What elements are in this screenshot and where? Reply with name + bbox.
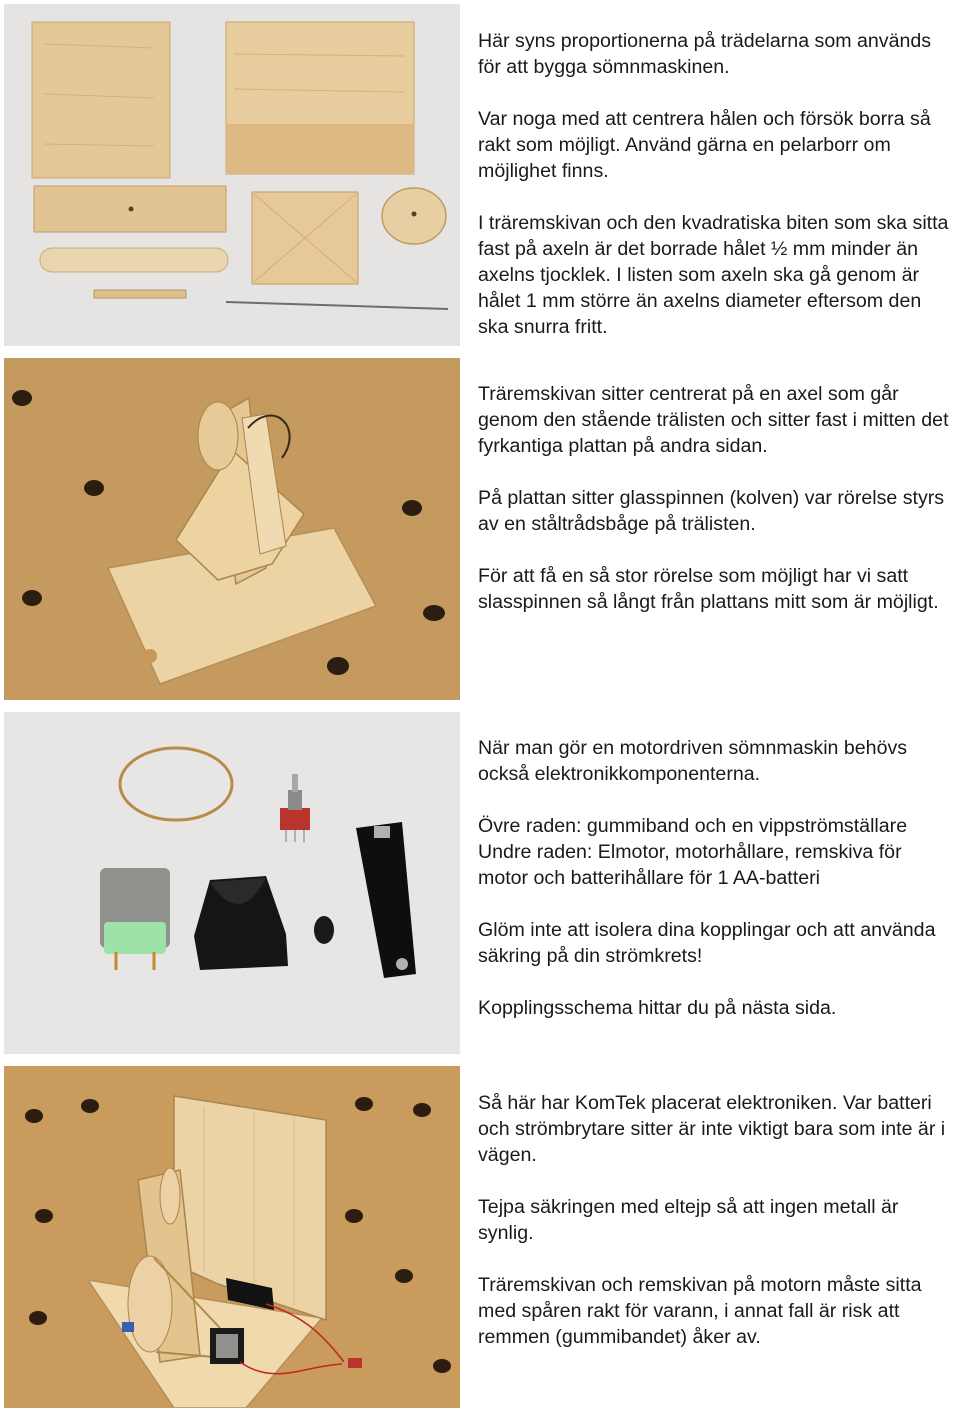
- paragraph: Träremskivan sitter centrerat på en axel som går genom den stående trälisten och sitter fast i mitten det fyrkantiga plattan på andra sidan.: [478, 383, 949, 457]
- paragraph: Träremskivan och remskivan på motorn måste sitta med spåren rakt för varann, i annat fall är risk att remmen (gummibandet) åker av.: [478, 1274, 922, 1348]
- paragraph: Övre raden: gummiband och en vippströmställare Undre raden: Elmotor, motorhållare, remskiva för motor och batterihållare för 1 AA-batteri: [478, 815, 908, 889]
- text-block-electronic-components: [478, 735, 956, 1021]
- text-block-wood-parts: [478, 28, 956, 340]
- paragraph: På plattan sitter glasspinnen (kolven) var rörelse styrs av en ståltrådsbåge på trälisten.: [478, 487, 945, 535]
- photo-finished-machine: [4, 1066, 460, 1408]
- paragraph: Här syns proportionerna på trädelarna som används för att bygga sömnmaskinen.: [478, 30, 932, 78]
- paragraph: Var noga med att centrera hålen och försök borra så rakt som möjligt. Använd gärna en pelarborr om möjlighet finns.: [478, 108, 931, 182]
- photo-electronic-components: [4, 712, 460, 1054]
- paragraph: Kopplingsschema hittar du på nästa sida.: [478, 997, 837, 1019]
- paragraph: Glöm inte att isolera dina kopplingar och att använda säkring på din strömkrets!: [478, 919, 936, 967]
- paragraph: För att få en så stor rörelse som möjligt har vi satt slasspinnen så långt från plattans mitt som är möjligt.: [478, 565, 939, 613]
- photo-wood-parts: [4, 4, 460, 346]
- photo-assembled-mechanism: [4, 358, 460, 700]
- text-block-finished-machine: [478, 1090, 956, 1350]
- paragraph: I träremskivan och den kvadratiska biten som ska sitta fast på axeln är det borrade hålet ½ mm minder än axelns tjocklek. I listen som axeln ska gå genom är hålet 1 mm större än axelns diameter eftersom den ska snurra fritt.: [478, 212, 949, 338]
- paragraph: När man gör en motordriven sömnmaskin behövs också elektronikkomponenterna.: [478, 737, 908, 785]
- paragraph: Så här har KomTek placerat elektroniken. Var batteri och strömbrytare sitter är inte viktigt bara som inte är i vägen.: [478, 1092, 946, 1166]
- paragraph: Tejpa säkringen med eltejp så att ingen metall är synlig.: [478, 1196, 899, 1244]
- text-block-assembled-mechanism: [478, 381, 956, 615]
